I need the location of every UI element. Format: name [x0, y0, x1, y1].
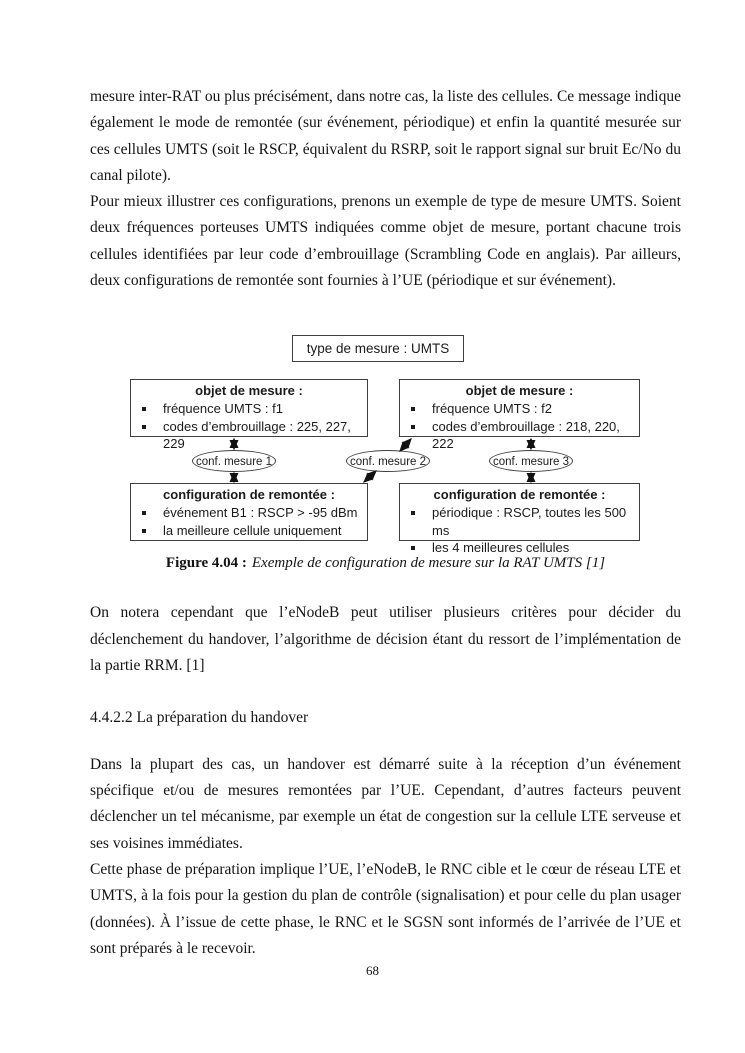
diagram-list-item	[131, 418, 367, 453]
diagram-item-text: événement B1 : RSCP > -95 dBm	[163, 505, 358, 521]
diagram-item-text: codes d’embrouillage : 225, 227, 229	[163, 418, 351, 452]
diagram-object-left-box	[130, 379, 368, 452]
diagram-type-box: type de mesure : UMTS	[292, 335, 464, 362]
bullet-square-icon	[411, 546, 415, 550]
diagram-list-item	[131, 504, 367, 522]
diagram-item-text: les 4 meilleures cellules	[432, 540, 570, 556]
diagram-item-text: fréquence UMTS : f2	[432, 401, 552, 417]
diagram-list-item	[400, 504, 639, 539]
diagram-item-text: périodique : RSCP, toutes les 500 ms	[432, 505, 627, 538]
bullet-square-icon	[411, 407, 415, 411]
diagram-item-text: fréquence UMTS : f1	[163, 401, 283, 417]
figure-caption-text: Exemple de configuration de mesure sur la RAT UMTS [1]	[251, 555, 606, 572]
diagram-ellipse-conf-mesure-3: conf. mesure 3	[489, 450, 573, 472]
diagram-list-item	[400, 418, 639, 453]
diagram-item-text: codes d’embrouillage : 218, 220, 222	[432, 418, 620, 452]
diagram-list-item	[400, 400, 639, 418]
diagram-list-item	[400, 539, 639, 557]
bullet-square-icon	[142, 529, 146, 533]
paragraph-enodeb-criteria: On notera cependant que l’eNodeB peut utiliser plusieurs critères pour décider du déclenchement du handover, l’algorithme de décision étant du ressort de l’implémentation de la partie RRM. [1]	[90, 604, 681, 674]
diagram-box-title: configuration de remontée :	[163, 487, 335, 503]
diagram-ellipse-conf-mesure-2: conf. mesure 2	[346, 450, 430, 472]
bullet-square-icon	[142, 407, 146, 411]
diagram-conf-right-box	[399, 483, 640, 556]
section-heading-preparation-handover: 4.4.2.2 La préparation du handover	[90, 709, 309, 727]
diagram-ellipse-conf-mesure-1: conf. mesure 1	[192, 450, 276, 472]
diagram-box-title: objet de mesure :	[195, 383, 303, 399]
diagram-box-title: objet de mesure :	[465, 383, 574, 399]
diagram-item-text: la meilleure cellule uniquement	[163, 522, 342, 538]
arrow-conf2-to-conf-left	[364, 471, 376, 482]
bullet-square-icon	[411, 511, 415, 515]
diagram-list-item	[131, 522, 367, 540]
bullet-square-icon	[142, 511, 146, 515]
bullet-square-icon	[142, 425, 146, 429]
paragraph-handover-trigger: Dans la plupart des cas, un handover est démarré suite à la réception d’un événement spécifique et/ou de mesures remontées par l’UE. Cependant, d’autres facteurs peuvent déclencher un tel mécanisme, par exemple un état de congestion sur la cellule LTE serveuse et ses voisines immédiates.	[90, 755, 681, 852]
diagram-list-item	[131, 400, 367, 418]
figure-diagram	[0, 330, 745, 556]
bullet-square-icon	[411, 425, 415, 429]
page-number: 68	[366, 963, 379, 978]
paragraph-preparation-phase: Cette phase de préparation implique l’UE, l’eNodeB, le RNC cible et le cœur de réseau LTE et UMTS, à la fois pour la gestion du plan de contrôle (signalisation) et pour celle du plan usager (données). À l’issue de cette phase, le RNC et le SGSN sont informés de l’arrivée de l’UE et sont préparés à le recevoir.	[90, 861, 681, 957]
diagram-box-title: configuration de remontée :	[433, 487, 606, 503]
figure-caption-label: Figure 4.04 :	[165, 555, 247, 572]
paragraph-measure-intro: mesure inter-RAT ou plus précisément, dans notre cas, la liste des cellules. Ce message indique également le mode de remontée (sur événement, périodique) et enfin la quantité mesurée sur ces cellules UMTS (soit le RSCP, équivalent du RSRP, soit le rapport signal sur bruit Ec/No du canal pilote).	[90, 88, 681, 184]
paragraph-example-config: Pour mieux illustrer ces configurations, prenons un exemple de type de mesure UMTS. Soient deux fréquences porteuses UMTS indiquées comme objet de mesure, portant chacune trois cellules identifiées par leur code d’embrouillage (Scrambling Code en anglais). Par ailleurs, deux configurations de remontée sont fournies à l’UE (périodique et sur événement).	[90, 193, 681, 290]
diagram-object-right-box	[399, 379, 640, 452]
diagram-conf-left-box	[130, 483, 368, 541]
